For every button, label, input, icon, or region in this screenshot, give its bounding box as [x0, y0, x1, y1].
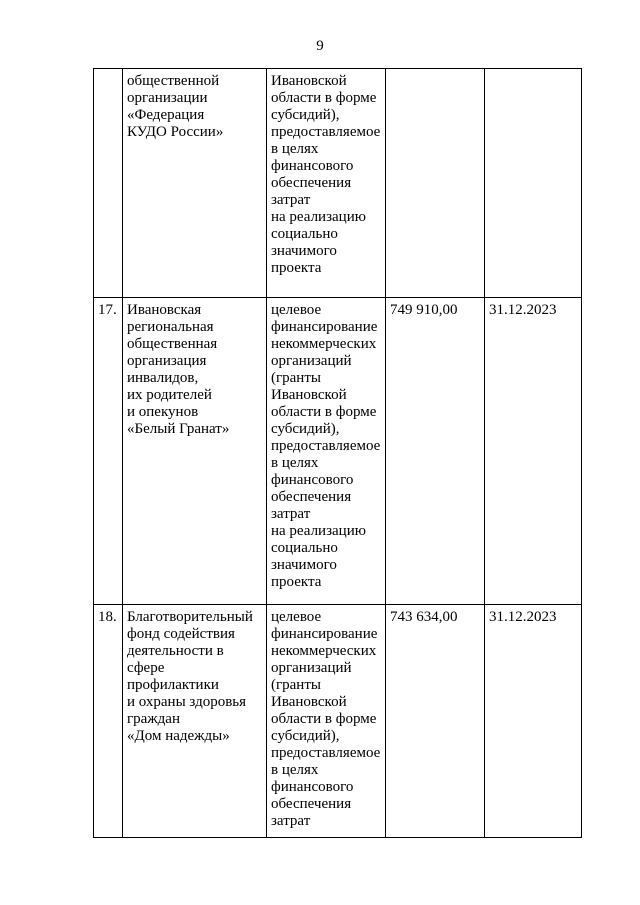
row-number-cell [94, 69, 123, 298]
amount-cell [386, 69, 485, 298]
table-row-continued [94, 69, 582, 298]
deadline-date-cell: 31.12.2023 [485, 605, 582, 838]
grants-table [93, 68, 582, 838]
table-row-18 [94, 605, 582, 838]
purpose-cell: Ивановской области в форме субсидий), предоставляемое в целях финансового обеспечения затрат на реализацию социально значимого проекта [267, 69, 386, 298]
purpose-cell: целевое финансирование некоммерческих организаций (гранты Ивановской области в форме субсидий), предоставляемое в целях финансового обеспечения затрат [267, 605, 386, 838]
amount-cell: 743 634,00 [386, 605, 485, 838]
row-number-cell: 18. [94, 605, 123, 838]
deadline-date-cell [485, 69, 582, 298]
page-number: 9 [316, 38, 324, 54]
organization-cell: Ивановская региональная общественная организация инвалидов, их родителей и опекунов «Белый Гранат» [123, 298, 267, 605]
purpose-cell: целевое финансирование некоммерческих организаций (гранты Ивановской области в форме субсидий), предоставляемое в целях финансового обеспечения затрат на реализацию социально значимого проекта [267, 298, 386, 605]
organization-cell: Благотворительный фонд содействия деятельности в сфере профилактики и охраны здоровья граждан «Дом надежды» [123, 605, 267, 838]
amount-cell: 749 910,00 [386, 298, 485, 605]
organization-cell: общественной организации «Федерация КУДО России» [123, 69, 267, 298]
row-number-cell: 17. [94, 298, 123, 605]
deadline-date-cell: 31.12.2023 [485, 298, 582, 605]
table-row-17 [94, 298, 582, 605]
